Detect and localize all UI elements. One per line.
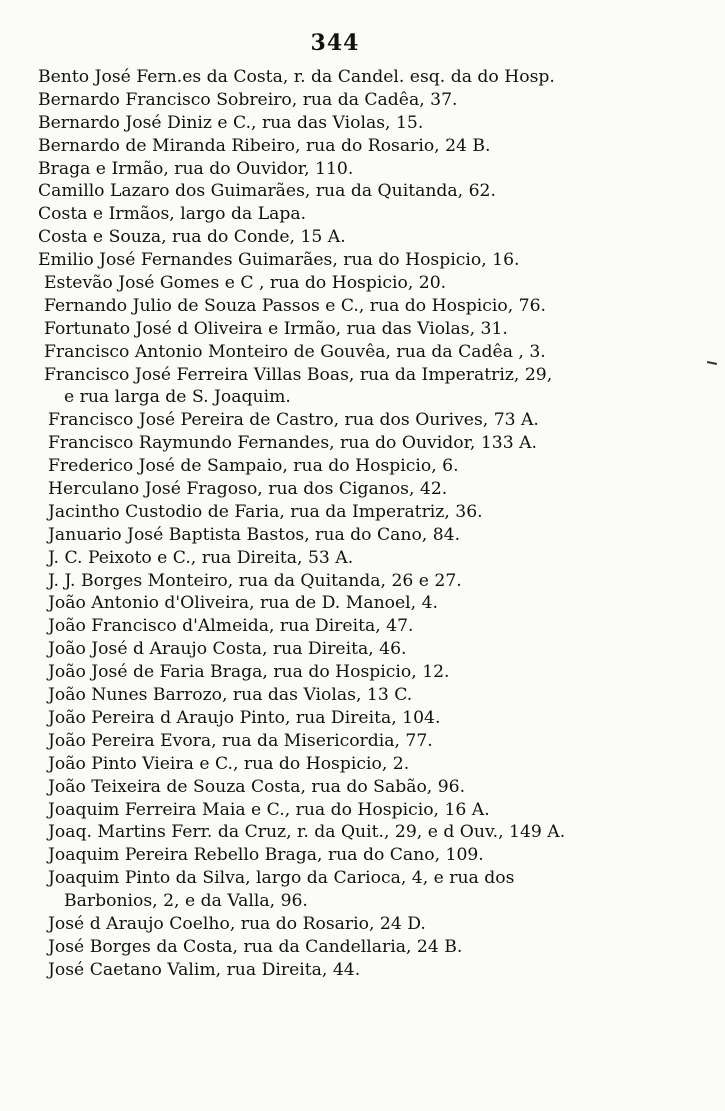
entry-line: Joaq. Martins Ferr. da Cruz, r. da Quit., 29, e d Ouv., 149 A. (48, 822, 566, 843)
page-number: 344 (310, 30, 360, 56)
entry-line: Costa e Souza, rua do Conde, 15 A. (38, 227, 346, 248)
margin-mark (707, 361, 717, 365)
entry-line: Braga e Irmão, rua do Ouvidor, 110. (38, 158, 354, 179)
entry-line: Bernardo de Miranda Ribeiro, rua do Rosario, 24 B. (38, 135, 491, 156)
entry-line: Estevão José Gomes e C , rua do Hospicio, 20. (44, 273, 447, 294)
entry-line: Francisco Antonio Monteiro de Gouvêa, rua da Cadêa , 3. (44, 341, 546, 362)
entry-line: João Pereira d Araujo Pinto, rua Direita, 104. (48, 707, 441, 728)
entry-line: J. C. Peixoto e C., rua Direita, 53 A. (48, 547, 354, 568)
entry-line: Emilio José Fernandes Guimarães, rua do Hospicio, 16. (38, 250, 520, 271)
entry-line: Camillo Lazaro dos Guimarães, rua da Quitanda, 62. (38, 181, 496, 202)
entry-continuation: e rua larga de S. Joaquim. (64, 387, 291, 408)
entry-line: João Pereira Evora, rua da Misericordia, 77. (48, 730, 433, 751)
entry-line: J. J. Borges Monteiro, rua da Quitanda, 26 e 27. (48, 570, 462, 591)
entry-line: Bernardo Francisco Sobreiro, rua da Cadêa, 37. (38, 89, 458, 110)
entry-line: João Nunes Barrozo, rua das Violas, 13 C. (48, 685, 413, 706)
entry-line: Jacintho Custodio de Faria, rua da Imperatriz, 36. (48, 501, 483, 522)
entry-line: Francisco José Pereira de Castro, rua dos Ourives, 73 A. (48, 410, 539, 431)
entry-line: Januario José Baptista Bastos, rua do Cano, 84. (48, 524, 461, 545)
entry-line: José Caetano Valim, rua Direita, 44. (48, 959, 361, 980)
entry-line: José Borges da Costa, rua da Candellaria, 24 B. (48, 936, 463, 957)
entry-line: Francisco José Ferreira Villas Boas, rua da Imperatriz, 29, (44, 364, 553, 385)
entry-line: Fernando Julio de Souza Passos e C., rua do Hospicio, 76. (44, 295, 547, 316)
entry-line: Costa e Irmãos, largo da Lapa. (38, 204, 307, 225)
entry-line: João José de Faria Braga, rua do Hospicio, 12. (48, 662, 450, 683)
entry-line: Bernardo José Diniz e C., rua das Violas, 15. (38, 112, 424, 133)
entry-line: João José d Araujo Costa, rua Direita, 46. (48, 639, 407, 660)
entry-line: João Francisco d'Almeida, rua Direita, 47. (48, 616, 414, 637)
entry-line: Fortunato José d Oliveira e Irmão, rua das Violas, 31. (44, 318, 508, 339)
entry-line: Joaquim Pinto da Silva, largo da Carioca, 4, e rua dos (48, 868, 515, 889)
entry-line: Joaquim Ferreira Maia e C., rua do Hospicio, 16 A. (48, 799, 490, 820)
directory-entries (38, 66, 678, 982)
entry-line: Joaquim Pereira Rebello Braga, rua do Cano, 109. (48, 845, 484, 866)
entry-line: Frederico José de Sampaio, rua do Hospicio, 6. (48, 456, 459, 477)
entry-line: Bento José Fern.es da Costa, r. da Candel. esq. da do Hosp. (38, 67, 555, 87)
entry-line: João Pinto Vieira e C., rua do Hospicio, 2. (48, 753, 410, 774)
entry-continuation: Barbonios, 2, e da Valla, 96. (64, 891, 308, 912)
entry-line: José d Araujo Coelho, rua do Rosario, 24 D. (48, 913, 426, 934)
entry-line: João Antonio d'Oliveira, rua de D. Manoel, 4. (48, 593, 438, 614)
entry-line: Francisco Raymundo Fernandes, rua do Ouvidor, 133 A. (48, 433, 537, 454)
entry-line: Herculano José Fragoso, rua dos Ciganos, 42. (48, 479, 448, 500)
entry-line: João Teixeira de Souza Costa, rua do Sabão, 96. (48, 776, 466, 797)
